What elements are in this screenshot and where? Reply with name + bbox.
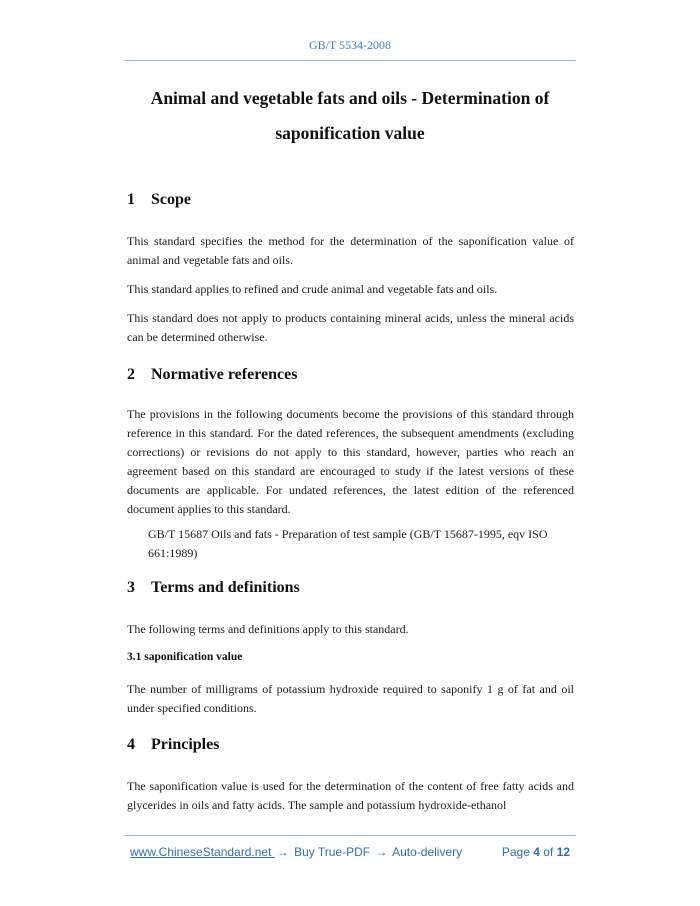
- section-title: Principles: [151, 736, 220, 753]
- term-heading-saponification-value: 3.1 saponification value: [127, 651, 243, 663]
- section-heading-normative-references: [127, 366, 297, 384]
- arrow-right-icon: →: [276, 845, 289, 859]
- section-number: 3: [127, 579, 135, 596]
- scope-paragraph-1: This standard specifies the method for the determination of the saponification value of animal and vegetable fats and oils.: [127, 234, 574, 267]
- auto-delivery-text: Auto-delivery: [389, 845, 463, 859]
- document-title-line-1: Animal and vegetable fats and oils - Determination of: [150, 88, 550, 108]
- section-title: Scope: [151, 191, 191, 208]
- buy-pdf-text: Buy True-PDF: [290, 845, 374, 859]
- normative-paragraph: The provisions in the following documents become the provisions of this standard through reference in this standard. For the dated references, the subsequent amendments (excluding corrections) or revisions do not apply to this standard, however, parties who reach an agreement based on this standard are encouraged to study if the latest versions of these documents are applicable. For undated references, the latest edition of the referenced document applies to this standard.: [127, 407, 574, 516]
- page-current: 4: [533, 845, 540, 859]
- section-number: 2: [127, 366, 135, 383]
- section-title: Normative references: [151, 366, 298, 383]
- footer-divider: [124, 835, 576, 836]
- section-heading-principles: [127, 736, 219, 754]
- page-total: 12: [556, 845, 570, 859]
- terms-intro: The following terms and definitions apply to this standard.: [127, 622, 409, 636]
- website-link[interactable]: www.ChineseStandard.net: [130, 845, 275, 859]
- normative-reference-item: GB/T 15687 Oils and fats - Preparation of test sample (GB/T 15687-1995, eqv ISO 661:1989): [148, 527, 548, 560]
- principles-paragraph: The saponification value is used for the determination of the content of free fatty acids and glycerides in oils and fatty acids. The sample and potassium hydroxide-ethanol: [127, 779, 574, 812]
- page-indicator: [502, 845, 570, 859]
- section-heading-scope: [127, 191, 191, 209]
- header-divider: [124, 60, 576, 61]
- scope-paragraph-3: This standard does not apply to products containing mineral acids, unless the mineral acids can be determined otherwise.: [127, 311, 574, 344]
- footer: [130, 845, 574, 859]
- document-title-line-2: saponification value: [275, 123, 425, 143]
- page-of: of: [543, 845, 554, 859]
- header-standard-id: GB/T 5534-2008: [308, 38, 392, 52]
- section-number: 4: [127, 736, 135, 753]
- section-heading-terms-and-definitions: [127, 579, 300, 597]
- section-number: 1: [127, 191, 135, 208]
- page-label: Page: [501, 845, 530, 859]
- scope-paragraph-2: This standard applies to refined and crude animal and vegetable fats and oils.: [127, 282, 498, 296]
- term-definition: The number of milligrams of potassium hydroxide required to saponify 1 g of fat and oil under specified conditions.: [127, 682, 574, 715]
- arrow-right-icon: →: [375, 845, 388, 859]
- section-title: Terms and definitions: [151, 579, 300, 596]
